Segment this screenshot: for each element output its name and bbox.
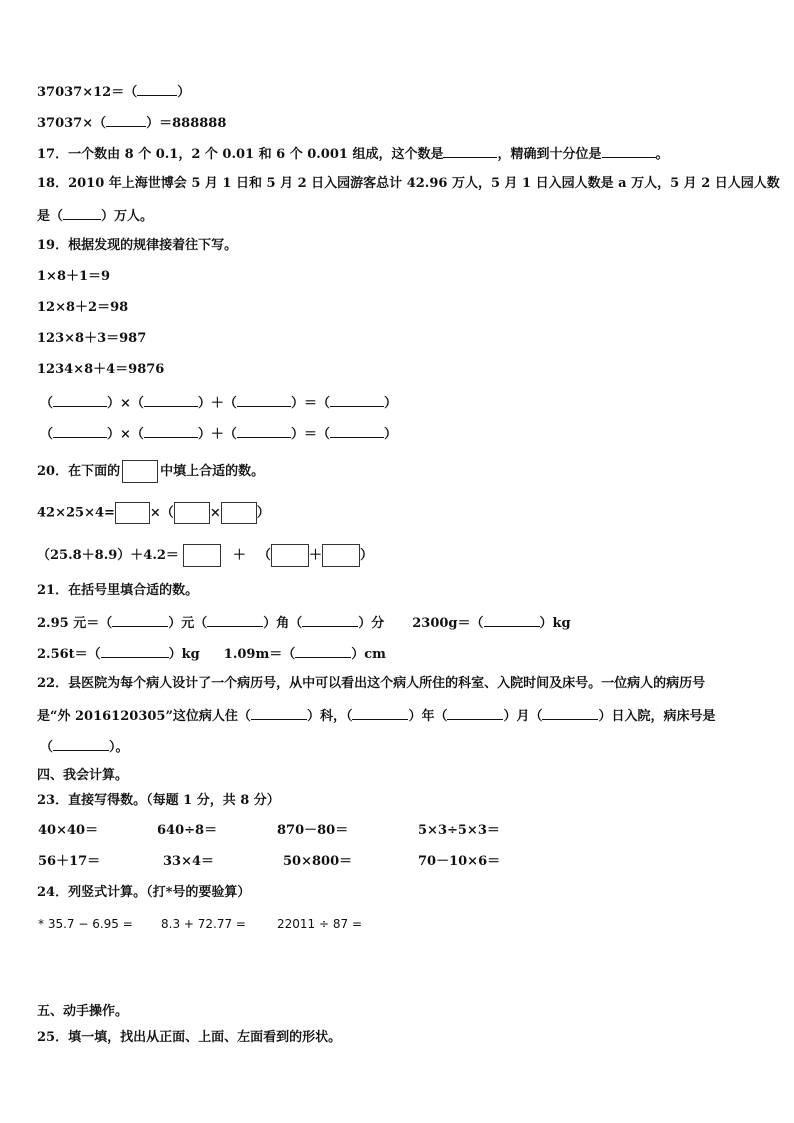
question-18-line1: 18．2010 年上海世博会 5 月 1 日和 5 月 2 日入园游客总计 42.96 万人，5 月 1 日入园人数是 a 万人，5 月 2 日人园人数 — [37, 176, 780, 191]
answer-blank[interactable] — [237, 393, 291, 407]
answer-blank[interactable] — [602, 144, 656, 158]
answer-blank[interactable] — [330, 393, 384, 407]
answer-blank[interactable] — [53, 424, 107, 438]
question-18-line2: 是（ ）万人。 — [37, 206, 153, 226]
q24-item-1: * 35.7 − 6.95 = — [38, 917, 133, 931]
answer-blank[interactable] — [63, 206, 101, 220]
q23-item-1: 40×40＝ — [38, 823, 99, 838]
q23-item-4: 5×3÷5×3＝ — [418, 823, 500, 838]
q23-item-7: 50×800＝ — [283, 854, 353, 869]
equation-37037-888888: 37037×（ ）＝888888 — [37, 113, 226, 133]
answer-blank[interactable] — [447, 706, 503, 720]
q23-item-8: 70－10×6＝ — [418, 854, 501, 869]
answer-blank[interactable] — [106, 113, 146, 127]
question-25: 25．填一填，找出从正面、上面、左面看到的形状。 — [37, 1030, 342, 1045]
answer-box[interactable] — [271, 544, 309, 567]
answer-blank[interactable] — [330, 424, 384, 438]
question-22-line2: 是“外 2016120305”这位病人住（ ）科，（ ）年（ ）月（ ）日入院，病床号是 — [37, 706, 716, 726]
answer-blank[interactable] — [443, 144, 497, 158]
answer-blank[interactable] — [144, 424, 198, 438]
question-19-title: 19．根据发现的规律接着往下写。 — [37, 238, 238, 253]
q24-item-2: 8.3 + 72.77 = — [161, 917, 246, 931]
question-22-line1: 22．县医院为每个病人设计了一个病历号，从中可以看出这个病人所住的科室、入院时间及床号。一位病人的病历号 — [37, 676, 706, 691]
pattern-eq-3: 123×8＋3＝987 — [37, 331, 147, 346]
q24-item-3: 22011 ÷ 87 = — [277, 917, 362, 931]
answer-blank[interactable] — [207, 613, 263, 627]
answer-blank[interactable] — [302, 613, 358, 627]
question-24-title: 24．列竖式计算。（打*号的要验算） — [37, 885, 251, 900]
example-box — [122, 460, 158, 483]
question-21-title: 21．在括号里填合适的数。 — [37, 583, 199, 598]
question-23-title: 23．直接写得数。（每题 1 分，共 8 分） — [37, 793, 280, 808]
answer-blank[interactable] — [101, 644, 169, 658]
answer-blank[interactable] — [237, 424, 291, 438]
pattern-eq-2: 12×8＋2＝98 — [37, 300, 129, 315]
pattern-fill-row-1: （ ）×（ ）＋（ ）＝（ ） — [40, 393, 397, 413]
q23-item-2: 640÷8＝ — [157, 823, 218, 838]
answer-box[interactable] — [174, 502, 210, 524]
question-20-title: 20．在下面的 中填上合适的数。 — [37, 460, 264, 483]
answer-blank[interactable] — [53, 737, 109, 751]
q23-item-5: 56＋17＝ — [38, 854, 101, 869]
question-17: 17．一个数由 8 个 0.1，2 个 0.01 和 6 个 0.001 组成，这个数是 ，精确到十分位是 。 — [37, 144, 669, 164]
answer-blank[interactable] — [484, 613, 540, 627]
answer-blank[interactable] — [53, 393, 107, 407]
q23-item-6: 33×4＝ — [163, 854, 215, 869]
answer-blank[interactable] — [542, 706, 598, 720]
pattern-eq-4: 1234×8＋4＝9876 — [37, 362, 165, 377]
answer-box[interactable] — [322, 544, 360, 567]
section-5-heading: 五、动手操作。 — [37, 1004, 129, 1019]
question-22-line3: （ ）。 — [40, 737, 129, 757]
section-4-heading: 四、我会计算。 — [37, 768, 129, 783]
answer-blank[interactable] — [352, 706, 408, 720]
question-21-row-1: 2.95 元＝（ ）元（ ）角（ ）分 2300g＝（ ）kg — [37, 613, 571, 633]
pattern-eq-1: 1×8＋1＝9 — [37, 269, 111, 284]
equation-37037x12: 37037×12＝（ ） — [37, 82, 190, 102]
answer-blank[interactable] — [295, 644, 351, 658]
q23-item-3: 870－80＝ — [277, 823, 349, 838]
answer-box[interactable] — [221, 502, 257, 524]
answer-box[interactable] — [183, 544, 221, 567]
question-20-eq-1: 42×25×4= ×（ × ） — [37, 502, 270, 524]
pattern-fill-row-2: （ ）×（ ）＋（ ）＝（ ） — [40, 424, 397, 444]
answer-blank[interactable] — [251, 706, 307, 720]
answer-blank[interactable] — [144, 393, 198, 407]
question-21-row-2: 2.56t＝（ ）kg 1.09m＝（ ）cm — [37, 644, 386, 664]
answer-box[interactable] — [115, 502, 150, 524]
answer-blank[interactable] — [137, 82, 177, 96]
question-20-eq-2: （25.8＋8.9）＋4.2＝ ＋ （ ＋ ） — [37, 544, 373, 567]
answer-blank[interactable] — [112, 613, 168, 627]
